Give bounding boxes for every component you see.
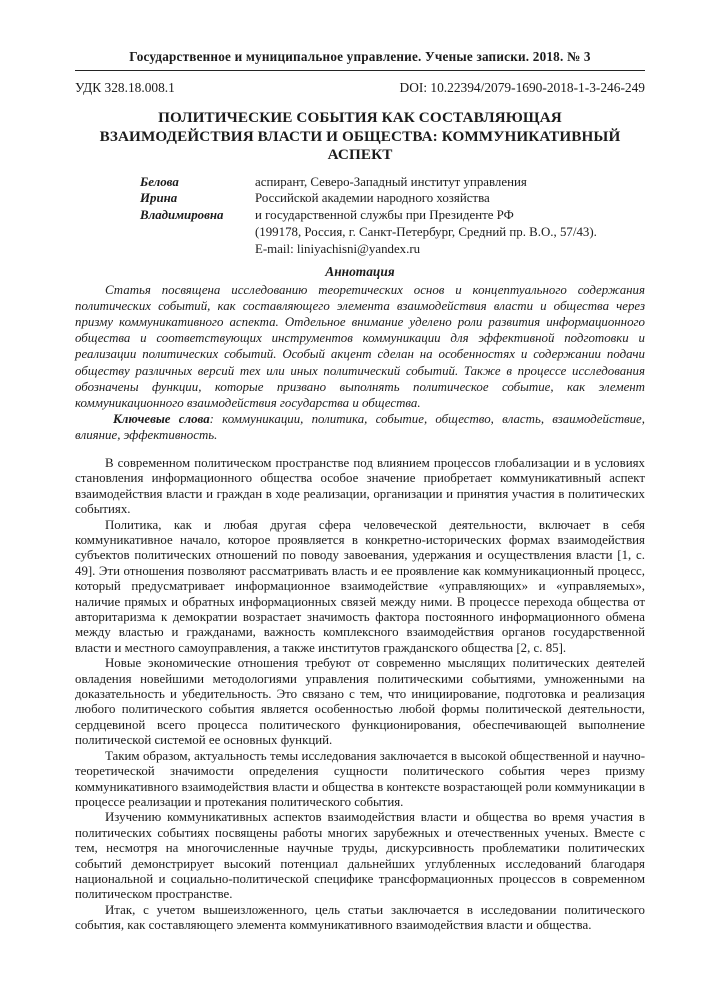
article-body: [75, 456, 645, 934]
affiliation-line: (199178, Россия, г. Санкт-Петербург, Средний пр. В.О., 57/43).: [255, 225, 597, 240]
abstract-text: Статья посвящена исследованию теоретических основ и концептуального содержания политических событий, как составляющего элемента взаимодействия власти и общества через призму коммуникативного аспекта. Отдельное внимание уделено роли развития информационного общества и соответствующих инструментов коммуникации для эффективной подготовки и реализации политических событий. Особый акцент сделан на особенностях и содержании подачи обществу различных версий тех или иных политический событий. Также в процессе исследования обозначены функции, которые призвано выполнять политическое событие, как элемент коммуникационного взаимодействия государства и общества.: [75, 283, 645, 410]
body-paragraph: Политика, как и любая другая сфера человеческой деятельности, включает в себя коммуникативное начало, которое проявляется в конкретно-исторических формах взаимодействия субъектов политических отношений по поводу завоевания, удержания и осуществления власти [1, с. 49]. Эти отношения позволяют рассматривать власть и ее проявление как коммуникационный процесс, который предусматривает информационное взаимодействие «управляющих» и «управляемых», наличие прямых и обратных информационных связей между ними. В процессе перехода общества от авторитаризма к демократии возрастает значимость фактора постоянного информационного обмена между властью и гражданами, важность комплексного взаимодействия органов государственной власти и местного самоуправления, а также институтов гражданского общества [2, с. 85].: [75, 517, 645, 655]
body-paragraph: Новые экономические отношения требуют от современно мыслящих политических деятелей овладения новейшими методологиями управления политическими событиями, умноженными на доказательность и убедительность. Это связано с тем, что инициирование, подготовка и реализация любого политического события является особенностью любой формы политической деятельности, сердцевиной всего процесса политического функционирования, обеспечивающей выполнение политической системой ее основных функций.: [75, 656, 645, 748]
body-paragraph: Итак, с учетом вышеизложенного, цель статьи заключается в исследовании политического события, как составляющего элемента коммуникативного взаимодействия власти и общества.: [75, 902, 645, 933]
author-affiliation: [255, 174, 645, 259]
abstract-section: [75, 264, 645, 443]
article-title-line2: ВЗАИМОДЕЙСТВИЯ ВЛАСТИ И ОБЩЕСТВА: КОММУНИКАТИВНЫЙ АСПЕКТ: [99, 127, 621, 163]
author-patronymic: Владимировна: [140, 208, 224, 223]
keywords-paragraph: [75, 411, 645, 443]
author-surname: Белова: [140, 174, 179, 189]
udk-code: УДК 328.18.008.1: [75, 80, 175, 95]
abstract-heading: Аннотация: [325, 264, 395, 280]
body-paragraph: Таким образом, актуальность темы исследования заключается в высокой общественной и научно-теоретической значимости определения сущности политического события через призму коммуникативного взаимодействия власти и общества в контексте возрастающей роли коммуникации в процессе реализации и протекания политического события.: [75, 748, 645, 809]
author-email: E-mail: liniyachisni@yandex.ru: [255, 242, 421, 257]
keywords-text: : коммуникации, политика, событие, общество, власть, взаимодействие, влияние, эффективность.: [75, 411, 645, 442]
author-name: [140, 174, 255, 259]
affiliation-line: Российской академии народного хозяйства: [255, 191, 490, 206]
affiliation-line: и государственной службы при Президенте РФ: [255, 208, 514, 223]
doi-code: DOI: 10.22394/2079-1690-2018-1-3-246-249: [399, 80, 645, 95]
journal-running-head: Государственное и муниципальное управление. Ученые записки. 2018. № 3: [75, 49, 645, 71]
affiliation-line: аспирант, Северо-Западный институт управления: [255, 174, 527, 189]
article-title-line1: ПОЛИТИЧЕСКИЕ СОБЫТИЯ КАК СОСТАВЛЯЮЩАЯ: [158, 109, 562, 126]
keywords-label: Ключевые слова: [113, 411, 210, 426]
article-title: [75, 109, 645, 165]
page-header: [75, 49, 645, 96]
author-firstname: Ирина: [140, 191, 178, 206]
author-block: [140, 174, 645, 259]
body-paragraph: Изучению коммуникативных аспектов взаимодействия власти и общества во время участия в политических событиях посвящены работы многих зарубежных и отечественных ученых. Вместе с тем, несмотря на многочисленные научные труды, дискурсивность проблематики политических событий демонстрирует высокий потенциал дальнейших углубленных исследований благодаря национальной и социально-политической специфике трансформационных процессов в современном политическом пространстве.: [75, 810, 645, 902]
body-paragraph: В современном политическом пространстве под влиянием процессов глобализации и в условиях становления информационного общества особое значение приобретает коммуникативный аспект взаимодействия власти и граждан в ходе реализации, организации и принятия участия в политических событиях.: [75, 455, 645, 517]
meta-row: [75, 80, 645, 96]
